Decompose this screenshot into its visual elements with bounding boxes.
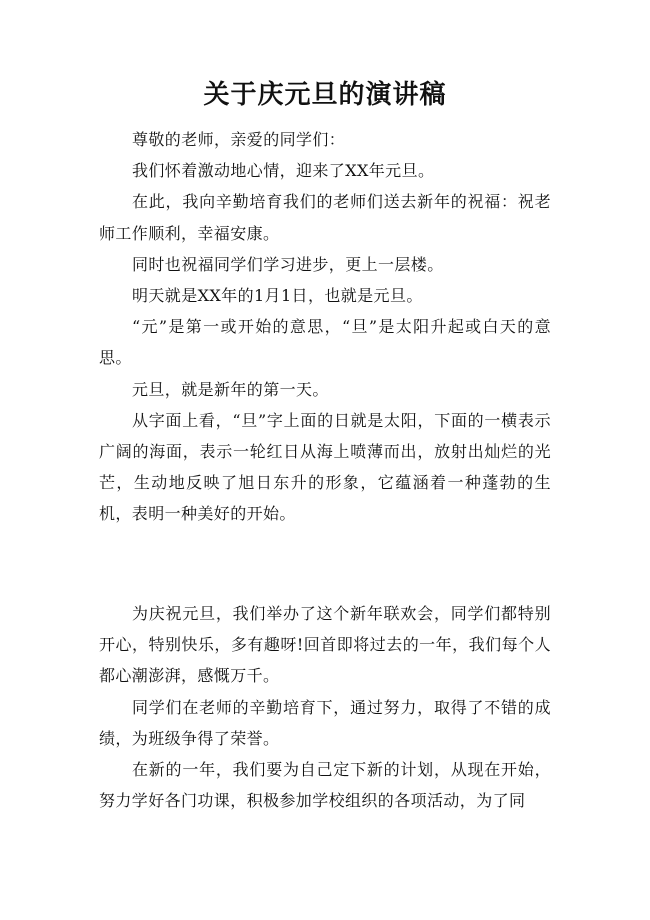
paragraph: 在此，我向辛勤培育我们的老师们送去新年的祝福：祝老师工作顺利，幸福安康。 <box>99 192 551 243</box>
paragraph: 在新的一年，我们要为自己定下新的计划，从现在开始，努力学好各门功课，积极参加学校组织的各项活动，为了同 <box>99 760 551 811</box>
document-title: 关于庆元旦的演讲稿 <box>203 80 447 110</box>
paragraph: 从字面上看，“旦”字上面的日就是太阳，下面的一横表示广阔的海面，表示一轮红日从海上喷薄而出，放射出灿烂的光芒，生动地反映了旭日东升的形象，它蕴涵着一种蓬勃的生机，表明一种美好的开始。 <box>99 410 551 524</box>
paragraph: 我们怀着激动地心情，迎来了XX年元旦。 <box>132 161 435 181</box>
paragraph: 为庆祝元旦，我们举办了这个新年联欢会，同学们都特别开心，特别快乐，多有趣呀!回首即将过去的一年，我们每个人都心潮澎湃，感慨万千。 <box>99 604 551 686</box>
paragraph: 同时也祝福同学们学习进步，更上一层楼。 <box>132 254 444 274</box>
paragraph: “元”是第一或开始的意思，“旦”是太阳升起或白天的意思。 <box>99 317 551 368</box>
document-body-section-2 <box>99 598 551 816</box>
paragraph: 明天就是XX年的1月1日，也就是元旦。 <box>132 286 423 306</box>
paragraph: 元旦，就是新年的第一天。 <box>132 379 329 399</box>
paragraph: 同学们在老师的辛勤培育下，通过努力，取得了不错的成绩，为班级争得了荣誉。 <box>99 697 551 748</box>
document-body-section-1 <box>99 124 551 530</box>
paragraph-salutation: 尊敬的老师，亲爱的同学们： <box>132 130 346 149</box>
